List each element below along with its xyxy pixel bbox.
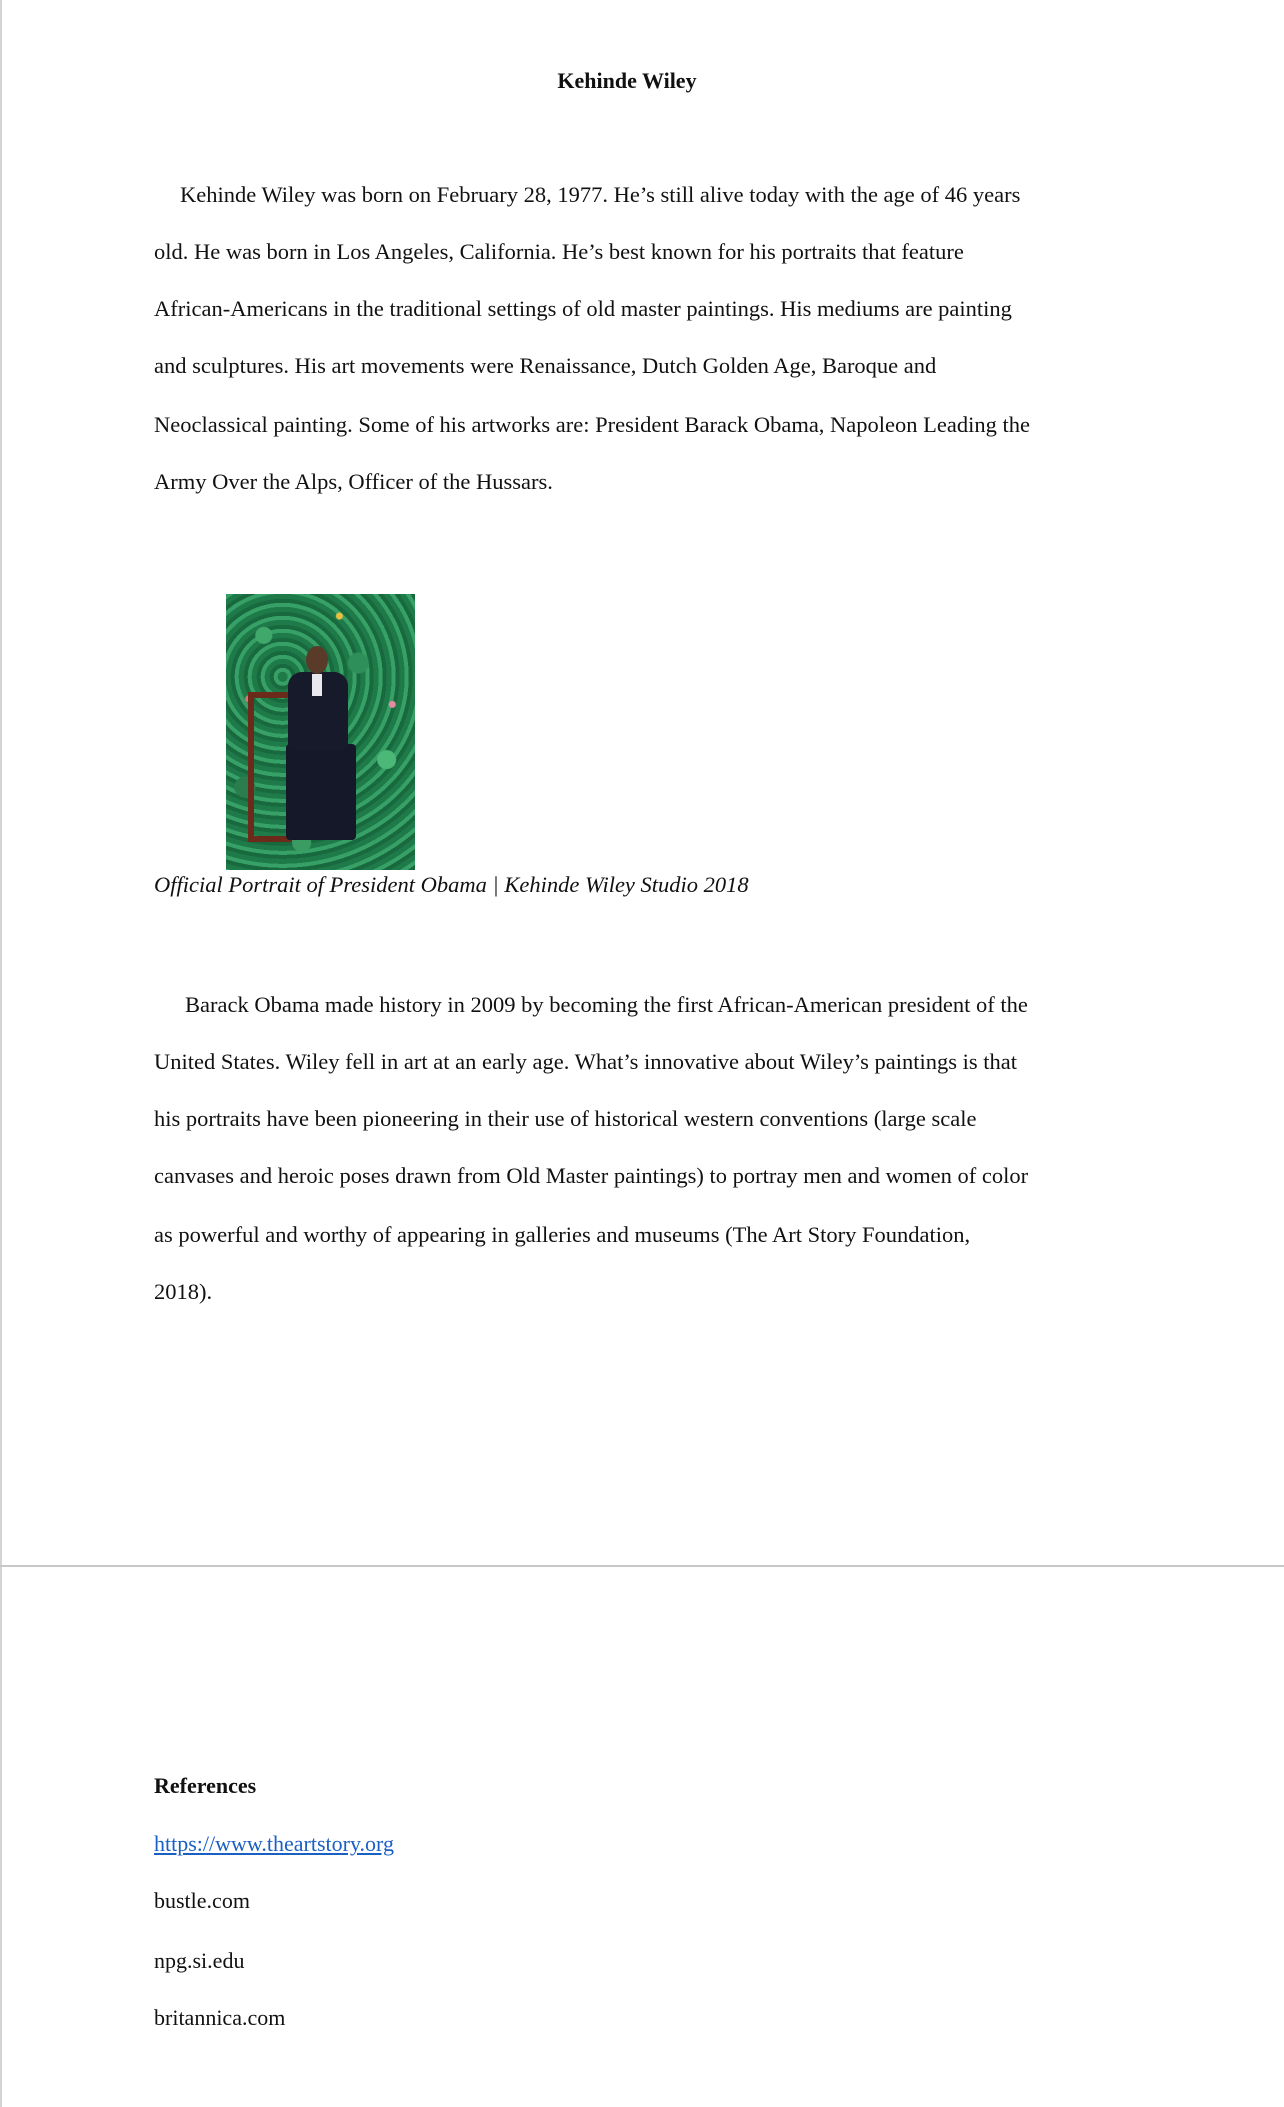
page-left-border (0, 0, 2, 2107)
document-title: Kehinde Wiley (557, 68, 697, 93)
text-line: Neoclassical painting. Some of his artworks are: President Barack Obama, Napoleon Leading the (154, 412, 1030, 437)
figure-head (306, 646, 328, 674)
obama-portrait-image (226, 594, 415, 870)
text-line: United States. Wiley fell in art at an early age. What’s innovative about Wiley’s paintings is that (154, 1049, 1017, 1074)
figure-shirt (312, 674, 322, 696)
figure-legs (286, 744, 356, 840)
text-line: Kehinde Wiley was born on February 28, 1977. He’s still alive today with the age of 46 years (180, 182, 1021, 207)
references-heading: References (154, 1773, 257, 1798)
figure-caption: Official Portrait of President Obama | Kehinde Wiley Studio 2018 (154, 872, 749, 897)
reference-item: npg.si.edu (154, 1948, 245, 1973)
text-line: his portraits have been pioneering in their use of historical western conventions (large scale (154, 1106, 977, 1131)
text-line: African-Americans in the traditional settings of old master paintings. His mediums are painting (154, 296, 1012, 321)
text-line: 2018). (154, 1279, 213, 1304)
text-line: Barack Obama made history in 2009 by becoming the first African-American president of the (185, 992, 1028, 1017)
text-line: Army Over the Alps, Officer of the Hussars. (154, 469, 553, 494)
page-divider (0, 1565, 1284, 1567)
text-line: canvases and heroic poses drawn from Old Master paintings) to portray men and women of color (154, 1163, 1029, 1188)
reference-link[interactable]: https://www.theartstory.org (154, 1831, 394, 1856)
text-line: as powerful and worthy of appearing in galleries and museums (The Art Story Foundation, (154, 1222, 971, 1247)
reference-item: bustle.com (154, 1888, 250, 1913)
reference-item: britannica.com (154, 2005, 286, 2030)
text-line: and sculptures. His art movements were Renaissance, Dutch Golden Age, Baroque and (154, 353, 937, 378)
text-line: old. He was born in Los Angeles, California. He’s best known for his portraits that feature (154, 239, 964, 264)
